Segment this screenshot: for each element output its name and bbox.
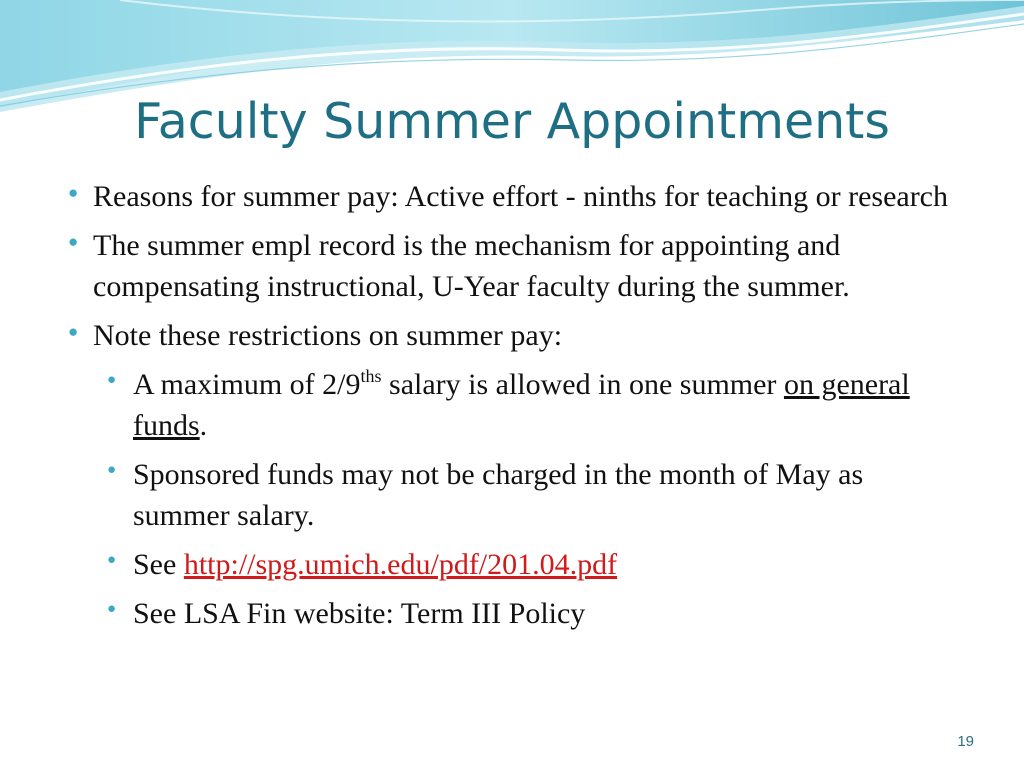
underlined-text: on general funds [133, 368, 910, 442]
sub-bullet-text-prefix: A maximum of 2/9 [133, 368, 361, 401]
sub-bullet-text-suffix: . [199, 409, 208, 442]
sub-bullet-text: Sponsored funds may not be charged in the month of May as summer salary. [133, 458, 864, 532]
sub-bullet-item [66, 364, 966, 446]
page-number: 19 [957, 733, 974, 750]
bullet-dot-icon: ● [68, 232, 79, 251]
superscript-text: ths [360, 366, 382, 386]
bullet-text: Note these restrictions on summer pay: [93, 319, 563, 352]
bullet-dot-icon: ● [107, 552, 117, 568]
sub-bullet-item [66, 454, 966, 536]
bullet-text: The summer empl record is the mechanism for appointing and compensating instructional, U-Year faculty during the summer. [93, 229, 850, 303]
sub-bullet-item [66, 593, 966, 634]
bullet-item [66, 176, 966, 217]
sub-bullet-text-prefix: See [133, 548, 184, 581]
bullet-item [66, 315, 966, 356]
sub-bullet-item [66, 544, 966, 585]
bullet-dot-icon: ● [107, 372, 117, 388]
bullet-dot-icon: ● [68, 183, 79, 202]
bullet-text: Reasons for summer pay: Active effort - ninths for teaching or research [93, 180, 948, 213]
bullet-item [66, 225, 966, 307]
slide-title: Faculty Summer Appointments [134, 93, 890, 150]
bullet-dot-icon: ● [107, 601, 117, 617]
slide-body [66, 176, 966, 642]
bullet-dot-icon: ● [68, 322, 79, 341]
bullet-dot-icon: ● [107, 462, 117, 478]
sub-bullet-text: See LSA Fin website: Term III Policy [133, 597, 586, 630]
sub-bullet-text-middle: salary is allowed in one summer [381, 368, 784, 401]
policy-link[interactable]: http://spg.umich.edu/pdf/201.04.pdf [183, 548, 618, 581]
